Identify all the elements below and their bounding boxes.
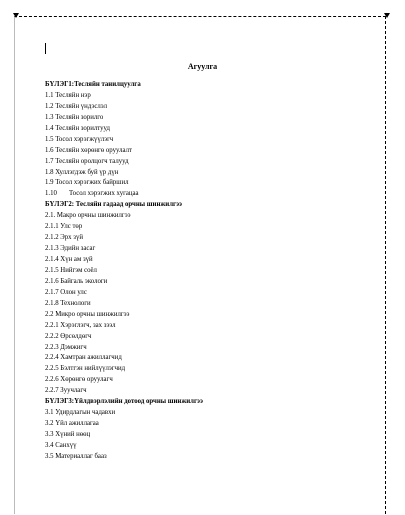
toc-entry[interactable]: 1.7 Тесляйн оролцогч талууд <box>45 157 129 165</box>
toc-entry[interactable]: 1.1 Тесляйн нэр <box>45 91 91 99</box>
toc-entry[interactable]: 2.2.7 Зуучлагч <box>45 387 87 395</box>
toc-entry[interactable]: 2.2.1 Хэрэглэгч, зах зээл <box>45 321 116 329</box>
toc-entry[interactable]: 3.5 Материаллаг бааз <box>45 452 107 460</box>
document-title: Агуулга <box>187 62 218 71</box>
toc-entry[interactable]: 1.8 Хуллэгдэж буй үр дүн <box>45 168 119 176</box>
toc-entry[interactable]: 2.1.7 Олон улс <box>45 288 87 296</box>
top-right-corner-marker <box>384 13 390 18</box>
table-of-contents[interactable] <box>45 80 365 463</box>
top-left-corner-marker <box>13 13 19 18</box>
toc-entry[interactable]: 3.4 Санхүү <box>45 441 77 449</box>
toc-entry[interactable]: 2.1.4 Хүн ам зүй <box>45 256 93 263</box>
toc-entry[interactable]: 2.1. Макро орчны шинжилгээ <box>45 212 131 220</box>
text-cursor <box>45 43 46 54</box>
toc-entry[interactable]: 2.1.6 Байгаль экологи <box>45 277 108 285</box>
toc-entry[interactable]: 1.6 Тесляйн хөрөнгө оруулалт <box>45 146 132 154</box>
toc-entry[interactable]: 2.2 Микро орчны шинжилгээ <box>45 310 130 318</box>
toc-entry[interactable]: 2.1.2 Эрх зүй <box>45 234 83 242</box>
toc-entry[interactable]: 2.1.8 Технологи <box>45 299 91 307</box>
toc-entry[interactable]: 3.3 Хүний нөөц <box>45 431 91 438</box>
toc-entry[interactable]: 2.1.3 Эдийн засаг <box>45 245 96 253</box>
toc-entry[interactable]: 2.2.5 Бэлтгэн нийлүүлэгчид <box>45 365 126 373</box>
toc-entry[interactable]: 1.9 Тосол хэрэгжих байршил <box>45 179 129 187</box>
toc-entry[interactable]: 1.2 Тесляйн үндэслэл <box>45 102 107 110</box>
toc-entry[interactable]: 1.5 Тосол хэрэгжүүлэгч <box>45 135 114 143</box>
toc-entry[interactable]: 2.1.1 Улс төр <box>45 223 83 231</box>
toc-entry-number: 1.10 <box>45 190 57 198</box>
toc-entry[interactable]: 2.2.6 Хөрөнгө оруулагч <box>45 376 113 384</box>
toc-chapter-heading[interactable]: БҮЛЭГ3:Үйлдвэрлэлийн дотоод орчны шинжилгээ <box>45 398 203 406</box>
toc-entry-text: Тосол хэрэгжих хугацаа <box>69 190 139 198</box>
toc-entry[interactable]: 3.1 Удирдлагын чадавхи <box>45 409 116 417</box>
toc-entry[interactable]: 2.2.3 Дэмжигч <box>45 343 87 351</box>
toc-entry[interactable]: 2.1.5 Нийгэм соёл <box>45 266 97 274</box>
toc-entry[interactable]: 1.3 Тесляйн зорилго <box>45 113 104 121</box>
toc-entry[interactable]: 2.2.4 Хамтран ажиллагчид <box>45 354 122 362</box>
toc-entry[interactable] <box>45 189 365 200</box>
toc-chapter-heading[interactable]: БҮЛЭГ1:Тесляйн танилцуулга <box>45 81 141 88</box>
toc-entry[interactable]: 2.2.2 Өрсөлдөгч <box>45 332 92 340</box>
toc-entry[interactable]: 1.4 Тесляйн зорилтууд <box>45 124 110 132</box>
toc-chapter-heading[interactable]: БҮЛЭГ2: Тесляйн гадаад орчны шинжилгээ <box>45 201 182 209</box>
toc-entry[interactable]: 3.2 Үйл ажиллагаа <box>45 420 99 428</box>
